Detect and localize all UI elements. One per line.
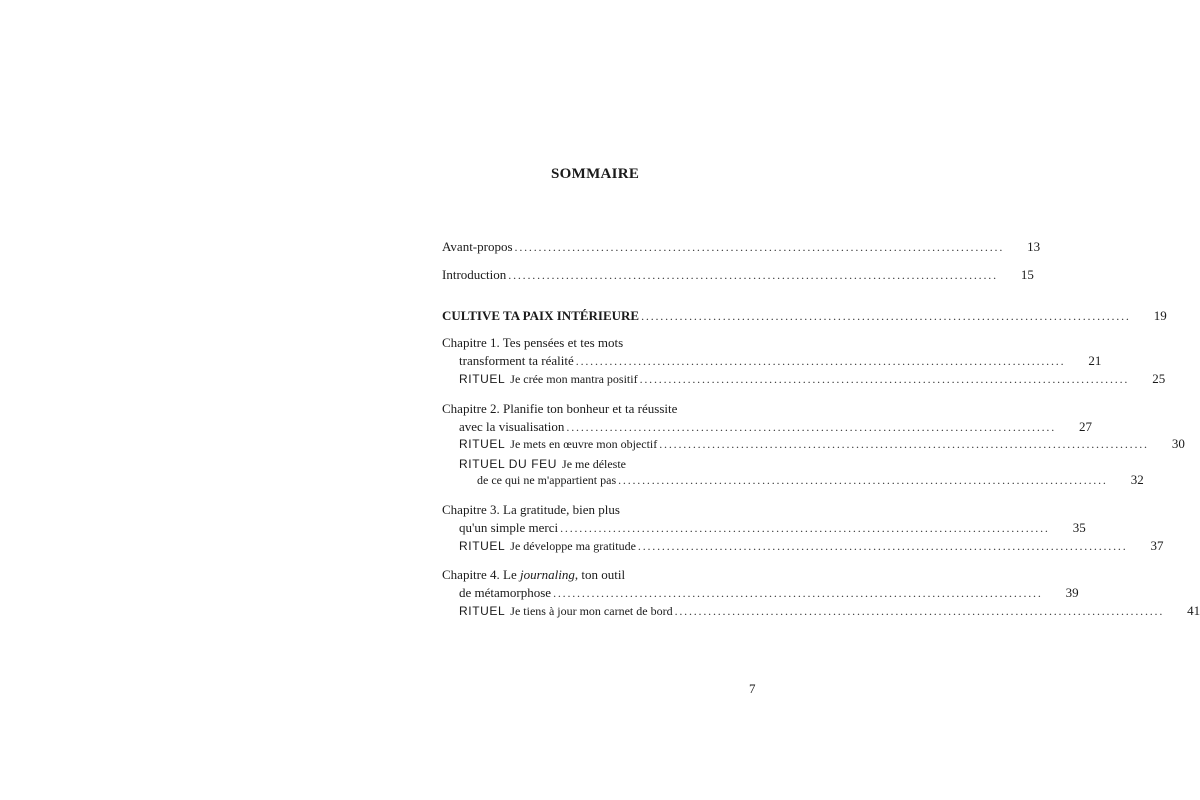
toc-label: CULTIVE TA PAIX INTÉRIEURE [442,308,640,323]
toc-label: de ce qui ne m'appartient pas [477,473,617,487]
toc-chapter-1-title[interactable]: Chapitre 1. Tes pensées et tes mots [442,335,624,350]
dot-leader: ...................................................................................................... [560,521,1050,535]
toc-entry-ritual-fire[interactable] [477,472,1144,488]
toc-entry-chapter-4[interactable] [459,585,1079,601]
dot-leader: ...................................................................................................... [674,604,1165,618]
toc-ritual-fire-title[interactable] [459,456,626,472]
toc-entry-ritual[interactable] [459,603,1200,619]
toc-page: 39 [1065,585,1079,600]
page-number: 7 [749,681,756,696]
page-title: SOMMAIRE [551,166,640,182]
toc-entry-avant-propos[interactable] [442,239,1041,255]
toc-label: transforment ta réalité [459,353,574,368]
toc-label: avec la visualisation [459,419,565,434]
toc-page: 41 [1187,603,1200,618]
toc-label: , ton outil [574,567,626,582]
toc-label: Je crée mon mantra positif [510,372,638,386]
ritual-keyword: RITUEL [459,604,506,618]
dot-leader: ...................................................................................................... [641,309,1131,323]
toc-chapter-3-title[interactable]: Chapitre 3. La gratitude, bien plus [442,502,620,517]
toc-label: Chapitre 4. Le [442,567,520,582]
dot-leader: ...................................................................................................... [659,437,1149,451]
toc-label-italic: journaling [519,567,575,582]
ritual-keyword: RITUEL [459,437,506,451]
toc-page: 32 [1130,472,1144,487]
toc-page: 13 [1027,239,1041,254]
dot-leader: ...................................................................................................... [639,372,1130,386]
dot-leader: ...................................................................................................... [553,586,1043,600]
toc-chapter-4-title[interactable] [442,567,625,583]
dot-leader: ...................................................................................................... [566,420,1057,434]
dot-leader: ...................................................................................................... [508,268,998,282]
toc-entry-chapter-3[interactable] [459,520,1086,536]
ritual-keyword: RITUEL [459,539,506,553]
toc-label: Avant-propos [442,239,513,254]
toc-entry-chapter-1[interactable] [459,353,1102,369]
toc-label: de métamorphose [459,585,552,600]
toc-chapter-2-title[interactable]: Chapitre 2. Planifie ton bonheur et ta réussite [442,401,678,416]
toc-page: 21 [1088,353,1102,368]
dot-leader: ...................................................................................................... [575,354,1066,368]
toc-label: Je mets en œuvre mon objectif [510,437,658,451]
toc-page: 27 [1079,419,1093,434]
toc-entry-ritual[interactable] [459,538,1164,554]
toc-page: 15 [1020,267,1034,282]
toc-page: 35 [1072,520,1086,535]
ritual-keyword: RITUEL DU FEU [459,457,558,471]
dot-leader: ...................................................................................................... [637,539,1128,553]
table-of-contents [442,0,1200,800]
toc-section-heading[interactable] [442,308,1167,324]
toc-label: Introduction [442,267,507,282]
toc-page: 19 [1153,308,1167,323]
toc-label: Je tiens à jour mon carnet de bord [510,604,673,618]
toc-entry-ritual[interactable] [459,371,1166,387]
toc-entry-chapter-2[interactable] [459,419,1093,435]
toc-page: 37 [1150,538,1164,553]
toc-label: Je développe ma gratitude [510,539,636,553]
toc-entry-introduction[interactable] [442,267,1034,283]
toc-entry-ritual[interactable] [459,436,1185,452]
toc-label: Je me déleste [562,457,627,471]
ritual-keyword: RITUEL [459,372,506,386]
toc-label: qu'un simple merci [459,520,559,535]
dot-leader: ...................................................................................................... [618,473,1108,487]
toc-page: 25 [1152,371,1166,386]
toc-page: 30 [1171,436,1185,451]
dot-leader: ...................................................................................................... [514,240,1005,254]
